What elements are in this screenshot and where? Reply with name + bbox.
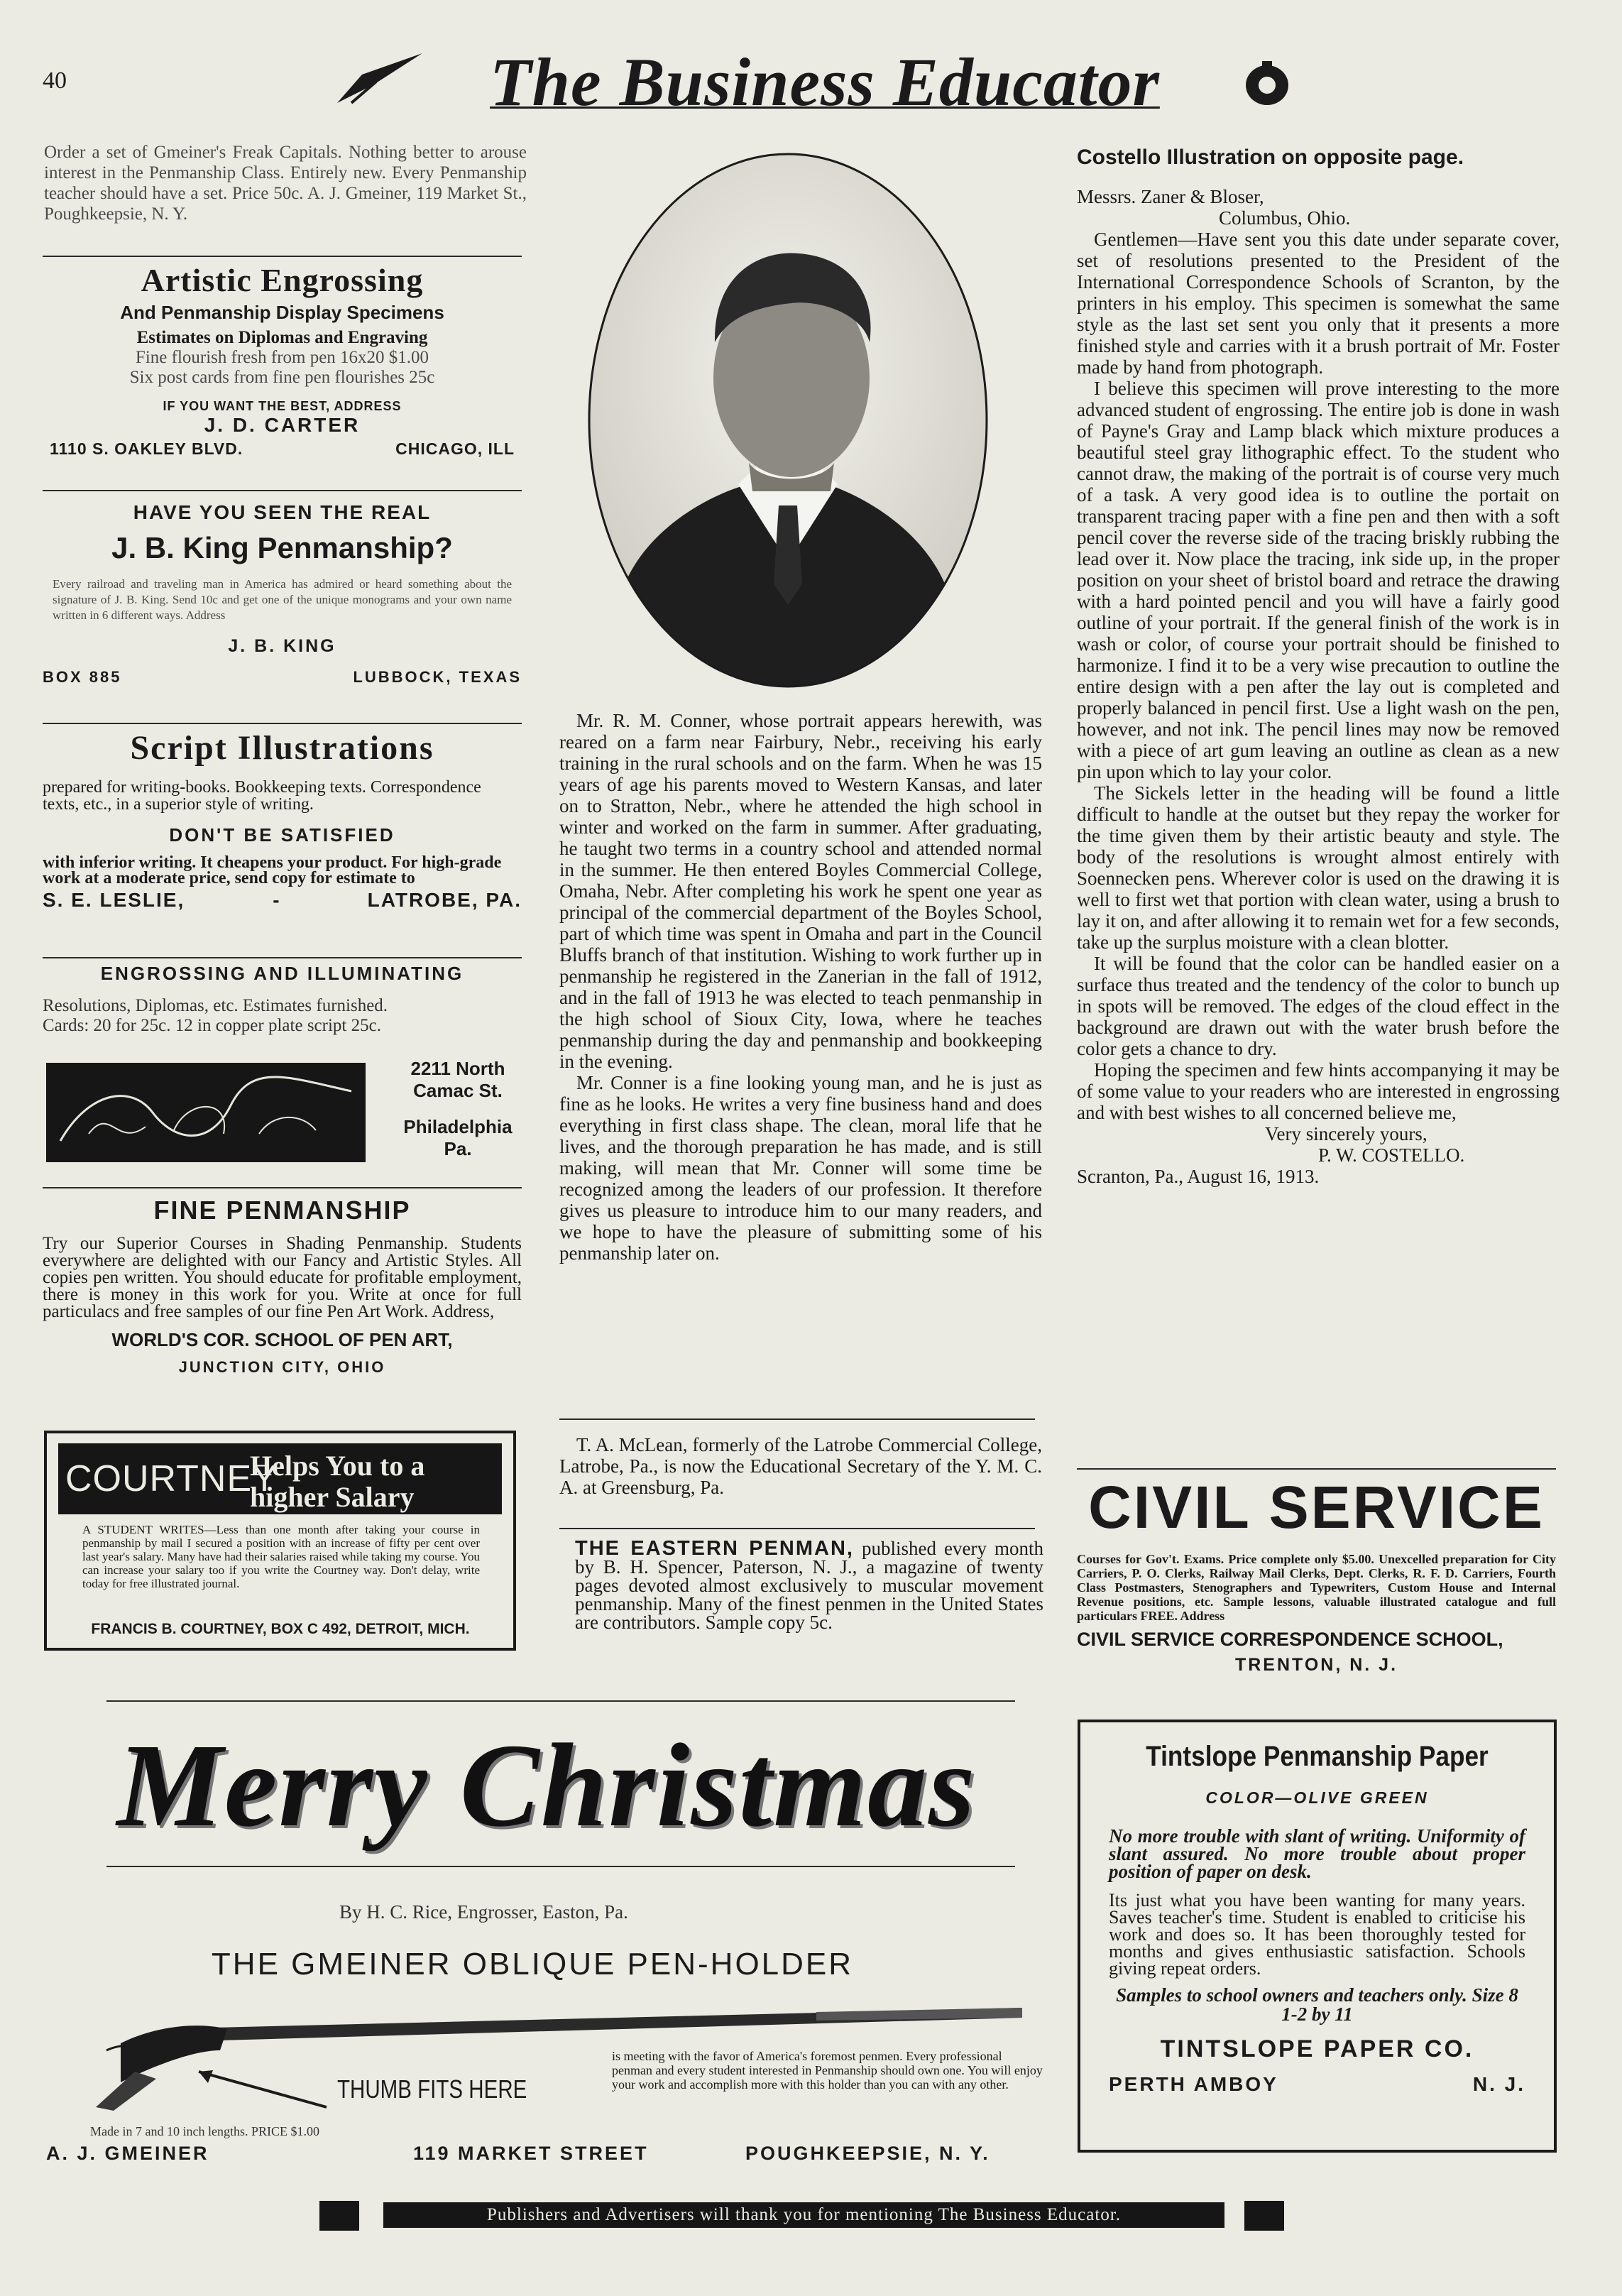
fine-penmanship-ad bbox=[43, 1196, 522, 1377]
letter-paragraph: Gentlemen—Have sent you this date under separate cover, set of resolutions presented to the President of the International Correspondence Schools of Scranton, by the printers in his employ. This specimen is somewhat the same style as the last set sent you only that it presents a more finished style and carries with it a brush portrait of Mr. Foster made by hand from photograph. bbox=[1077, 229, 1560, 378]
artistic-engrossing-ad bbox=[43, 261, 522, 459]
script-name: S. E. LESLIE, bbox=[43, 889, 185, 911]
fine-pen-school: WORLD'S COR. SCHOOL OF PEN ART, bbox=[111, 1329, 453, 1350]
artistic-title: Artistic Engrossing bbox=[141, 262, 424, 298]
divider bbox=[43, 490, 522, 491]
masthead-title: The Business Educator bbox=[490, 44, 1160, 120]
portrait-photo bbox=[586, 151, 990, 690]
footer-banner: Publishers and Advertisers will thank you for mentioning The Business Educator. bbox=[383, 2202, 1224, 2228]
tintslope-company: TINTSLOPE PAPER CO. bbox=[1160, 2035, 1474, 2062]
courtney-slogan1: Helps You to a bbox=[250, 1450, 425, 1482]
tintslope-title: Tintslope Penmanship Paper bbox=[1146, 1741, 1489, 1772]
script-title: Script Illustrations bbox=[130, 729, 434, 767]
emblem-icon bbox=[1242, 58, 1292, 108]
gmeiner-lengths: Made in 7 and 10 inch lengths. PRICE $1.00 bbox=[90, 2124, 319, 2138]
letter-paragraph: The Sickels letter in the heading will be found a little difficult to handle at the outset but they repay the worker for the time given them by their artistic beauty and style. The body of the resolutions is wrought almost entirely with Soennecken pens. Wherever color is used on the drawing it is well to first wet that portion with clean water, using a brush to lay it on, and after allowing it to remain wet for a few seconds, take up the surplus moisture with a clean blotter. bbox=[1077, 782, 1560, 953]
eastern-body: published every month by B. H. Spencer, Paterson, N. J., a magazine of twenty pages devoted almost exclusively to muscular movement penmanship. Many of the finest penmen in the United States are contributors. Sample copy 5c. bbox=[575, 1538, 1043, 1633]
page-number: 40 bbox=[43, 67, 67, 94]
tintslope-italic2: Samples to school owners and teachers only. Size 8 1-2 by 11 bbox=[1116, 1984, 1518, 2025]
gmeiner-title: THE GMEINER OBLIQUE PEN-HOLDER bbox=[211, 1947, 854, 1981]
king-body: Every railroad and traveling man in America has admired or heard something about the signature of J. B. King. Send 10c and get one of the unique monograms and your own name written in 6 different ways. Address bbox=[53, 577, 512, 622]
flickinger-signature-panel bbox=[46, 1063, 366, 1162]
divider bbox=[1077, 1468, 1556, 1470]
letter-paragraph: Hoping the specimen and few hints accompanying it may be of some value to your readers who are interested in engrossing and with best wishes to all concerned believe me, bbox=[1077, 1059, 1560, 1123]
gmeiner-street: 119 MARKET STREET bbox=[413, 2143, 649, 2164]
courtney-ad bbox=[44, 1431, 516, 1651]
script-dont: DON'T BE SATISFIED bbox=[169, 824, 395, 846]
divider bbox=[559, 1418, 1035, 1420]
king-name: J. B. KING bbox=[228, 636, 336, 656]
costello-heading: Costello Illustration on opposite page. bbox=[1077, 146, 1464, 169]
artistic-line6: IF YOU WANT THE BEST, ADDRESS bbox=[163, 399, 402, 413]
conner-article bbox=[559, 710, 1042, 1264]
flickinger-body1: Resolutions, Diplomas, etc. Estimates furnished. bbox=[43, 996, 388, 1015]
mclean-paragraph: T. A. McLean, formerly of the Latrobe Commercial College, Latrobe, Pa., is now the Educational Secretary of the Y. M. C. A. at Greensburg, Pa. bbox=[559, 1434, 1042, 1498]
script-body: prepared for writing-books. Bookkeeping texts. Correspondence texts, etc., in a superior style of writing. bbox=[43, 778, 481, 814]
fine-pen-city: JUNCTION CITY, OHIO bbox=[178, 1358, 386, 1376]
gmeiner-body: is meeting with the favor of America's foremost penmen. Every professional penman and every student interested in Penmanship should own one. You will enjoy your work and accomplish more with this holder than you can with any other. bbox=[612, 2049, 1043, 2092]
divider bbox=[106, 1866, 1015, 1867]
gmeiner-name: A. J. GMEINER bbox=[46, 2143, 209, 2164]
civil-body: Courses for Gov't. Exams. Price complete only $5.00. Unexcelled preparation for City Carriers, P. O. Clerks, Railway Mail Clerks, Dept. Clerks, R. F. D. Carriers, Fourth Class Postmasters, Stenographers and Typewriters, Custom House and Internal Revenue positions, etc. Sample lessons, valuable illustrated catalogue and full particulars FREE. Address bbox=[1077, 1552, 1556, 1623]
divider bbox=[43, 957, 522, 958]
courtney-slogan2: higher Salary bbox=[250, 1481, 415, 1513]
civil-city: TRENTON, N. J. bbox=[1234, 1655, 1398, 1675]
fine-pen-title: FINE PENMANSHIP bbox=[153, 1196, 411, 1225]
courtney-banner bbox=[58, 1443, 502, 1514]
divider bbox=[43, 1187, 522, 1188]
eastern-title: THE EASTERN PENMAN, bbox=[575, 1537, 854, 1560]
costello-letter bbox=[1077, 186, 1560, 1187]
courtney-brand: COURTNEY bbox=[65, 1458, 278, 1499]
salutation-line1: Messrs. Zaner & Bloser, bbox=[1077, 186, 1264, 207]
quill-pen-icon bbox=[334, 50, 426, 106]
flickinger-body2: Cards: 20 for 25c. 12 in copper plate script 25c. bbox=[43, 1016, 381, 1035]
letter-closing: Very sincerely yours, bbox=[1265, 1123, 1428, 1144]
freak-capitals-ad: Order a set of Gmeiner's Freak Capitals. Nothing better to arouse interest in the Penmanship Class. Entirely new. Every Penmanship teacher should have a set. Price 50c. A. J. Gmeiner, 119 Market St., Poughkeepsie, N. Y. bbox=[44, 143, 527, 224]
script-city: LATROBE, PA. bbox=[367, 889, 522, 911]
artistic-addr-left: 1110 S. OAKLEY BLVD. bbox=[50, 439, 243, 458]
letter-signature: P. W. COSTELLO. bbox=[1318, 1144, 1465, 1166]
conner-paragraph: Mr. R. M. Conner, whose portrait appears herewith, was reared on a farm near Fairbury, Nebr., receiving his early training in the rural schools and on the farm. When he was 15 years of age his parents moved to Western Kansas, and later on to Stratton, Nebr., where he attended the high school in winter and worked on the farm in summer. After graduating, he taught two terms in a country school and attended normal in the summer. He then entered Boyles Commercial College, Omaha, Nebr. After completing his work he spent one year as principal of the commercial department of the Boyles School, part of which time was spent in Omaha and part in the Council Bluffs branch of that institution. Wishing to work further up in penmanship he registered in the Zanerian in the fall of 1912, and in the fall of 1913 he was elected to teach penmanship in the high school of Sioux City, Iowa, where he teaches penmanship during the day and penmanship and bookkeeping in the evening. bbox=[559, 710, 1042, 1072]
tintslope-italic1: No more trouble with slant of writing. Uniformity of slant assured. No more trouble about proper position of paper on desk. bbox=[1109, 1825, 1525, 1882]
king-city: LUBBOCK, TEXAS bbox=[353, 668, 522, 686]
flourish-signature-icon bbox=[46, 1063, 366, 1162]
civil-service-ad bbox=[1077, 1475, 1556, 1675]
flickinger-ad bbox=[43, 963, 522, 1036]
script-illustrations-ad bbox=[43, 728, 522, 912]
flickinger-city1: Philadelphia bbox=[403, 1116, 513, 1137]
gmeiner-city: POUGHKEEPSIE, N. Y. bbox=[745, 2143, 990, 2164]
king-line1: HAVE YOU SEEN THE REAL bbox=[133, 501, 432, 523]
footer-left-block bbox=[319, 2201, 359, 2231]
letter-paragraph: I believe this specimen will prove interesting to the more advanced student of engrossing. The entire job is done in wash of Payne's Gray and Lamp black which mixture produces a beautiful steel gray lithographic effect. To the student who cannot draw, the making of the portrait is of course very much of a task. A very good idea is to outline the portait on transparent tracing paper with a fine pen and then with a soft pencil cover the reverse side of the tracing briskly rubbing the lead over it. Now place the tracing, ink side up, in the proper position on your sheet of bristol board and retrace the drawing with a hard pointed pencil and you will have a fairly good outline of your portrait. If the general finish of the work is in wash or color, of course your portrait should be finished to harmonize. I find it to be a very wise precaution to outline the entire design with a pen after the lay out is completed and properly balanced in pencil first. Use a light wash on the pen, however, and not ink. The pencil lines may now be removed with a piece of art gum leaving an outline as clean as a new pin upon which to lay your color. bbox=[1077, 378, 1560, 782]
divider bbox=[106, 1700, 1015, 1702]
tintslope-city-right: N. J. bbox=[1472, 2073, 1525, 2095]
artistic-line5: Six post cards from fine pen flourishes 25c bbox=[129, 368, 435, 387]
flickinger-address2: Camac St. bbox=[413, 1080, 503, 1101]
king-box: BOX 885 bbox=[43, 668, 122, 686]
tintslope-color: COLOR—OLIVE GREEN bbox=[1205, 1788, 1429, 1807]
script-dash: - bbox=[273, 889, 280, 911]
conner-paragraph: Mr. Conner is a fine looking young man, and he is just as fine as he looks. He writes a very fine business hand and does everything in first class shape. The clean, moral life that he lives, and the thorough preparation he has made, and is still making, will mean that Mr. Conner will some time be recognized among the leaders of our profession. It therefore gives us pleasure to introduce him to our many readers, and we hope to have the pleasure of submitting some of his penmanship later on. bbox=[559, 1072, 1042, 1264]
king-ad bbox=[43, 501, 522, 687]
artistic-line4: Fine flourish fresh from pen 16x20 $1.00 bbox=[135, 348, 429, 367]
artistic-name: J. D. CARTER bbox=[204, 414, 361, 436]
footer-right-block bbox=[1244, 2201, 1284, 2231]
merry-christmas-title: Merry Christmas bbox=[116, 1720, 977, 1852]
thumb-fits-here-label: THUMB FITS HERE bbox=[337, 2074, 527, 2104]
divider bbox=[43, 723, 522, 724]
eastern-penman-ad bbox=[575, 1539, 1043, 1631]
salutation-line2: Columbus, Ohio. bbox=[1219, 207, 1351, 229]
tintslope-city-left: PERTH AMBOY bbox=[1109, 2073, 1278, 2095]
civil-school: CIVIL SERVICE CORRESPONDENCE SCHOOL, bbox=[1077, 1629, 1503, 1650]
artistic-line3: Estimates on Diplomas and Engraving bbox=[136, 328, 428, 347]
fine-pen-body: Try our Superior Courses in Shading Penmanship. Students everywhere are delighted with our Fancy and Artistic Styles. All copies pen written. You should educate for profitable employment, there is money in this work for you. Write at once for full particulacs and free samples of our fine Pen Art Work. Address, bbox=[43, 1234, 522, 1321]
courtney-body: A STUDENT WRITES—Less than one month after taking your course in penmanship by mail I secured a position with an increase of fifty per cent over last year's salary. Many have had their salaries raised while taking my course. You can increase your salary too if you write the Courtney way. Don't delay, write today for free illustrated journal. bbox=[82, 1523, 480, 1590]
letter-dateline: Scranton, Pa., August 16, 1913. bbox=[1077, 1166, 1320, 1187]
flickinger-title: ENGROSSING AND ILLUMINATING bbox=[100, 963, 464, 984]
flickinger-address bbox=[390, 1058, 525, 1160]
divider bbox=[43, 256, 522, 257]
script-body2: with inferior writing. It cheapens your product. For high-grade work at a moderate price, send copy for estimate to bbox=[43, 853, 502, 887]
artistic-subtitle: And Penmanship Display Specimens bbox=[120, 302, 444, 323]
tintslope-ad bbox=[1078, 1720, 1557, 2153]
flickinger-city2: Pa. bbox=[444, 1138, 472, 1159]
christmas-byline: By H. C. Rice, Engrosser, Easton, Pa. bbox=[339, 1901, 628, 1923]
divider bbox=[559, 1528, 1035, 1529]
flickinger-address1: 2211 North bbox=[410, 1058, 505, 1079]
civil-title: CIVIL SERVICE bbox=[1088, 1474, 1545, 1541]
tintslope-body: Its just what you have been wanting for many years. Saves teacher's time. Student is enabled to criticise his work and does so. It has been thoroughly tested for months and gives enthusiastic satisfaction. Schools giving repeat orders. bbox=[1109, 1890, 1525, 1979]
courtney-address: FRANCIS B. COURTNEY, BOX C 492, DETROIT, MICH. bbox=[91, 1621, 470, 1637]
artistic-addr-right: CHICAGO, ILL bbox=[395, 439, 515, 458]
king-title: J. B. King Penmanship? bbox=[111, 531, 453, 564]
mclean-article bbox=[559, 1434, 1042, 1498]
letter-paragraph: It will be found that the color can be handled easier on a surface thus treated and the tendency of the color to bunch up in spots will be removed. The edges of the cloud effect in the background are drawn out with the water brush before the color gets a chance to dry. bbox=[1077, 953, 1560, 1059]
